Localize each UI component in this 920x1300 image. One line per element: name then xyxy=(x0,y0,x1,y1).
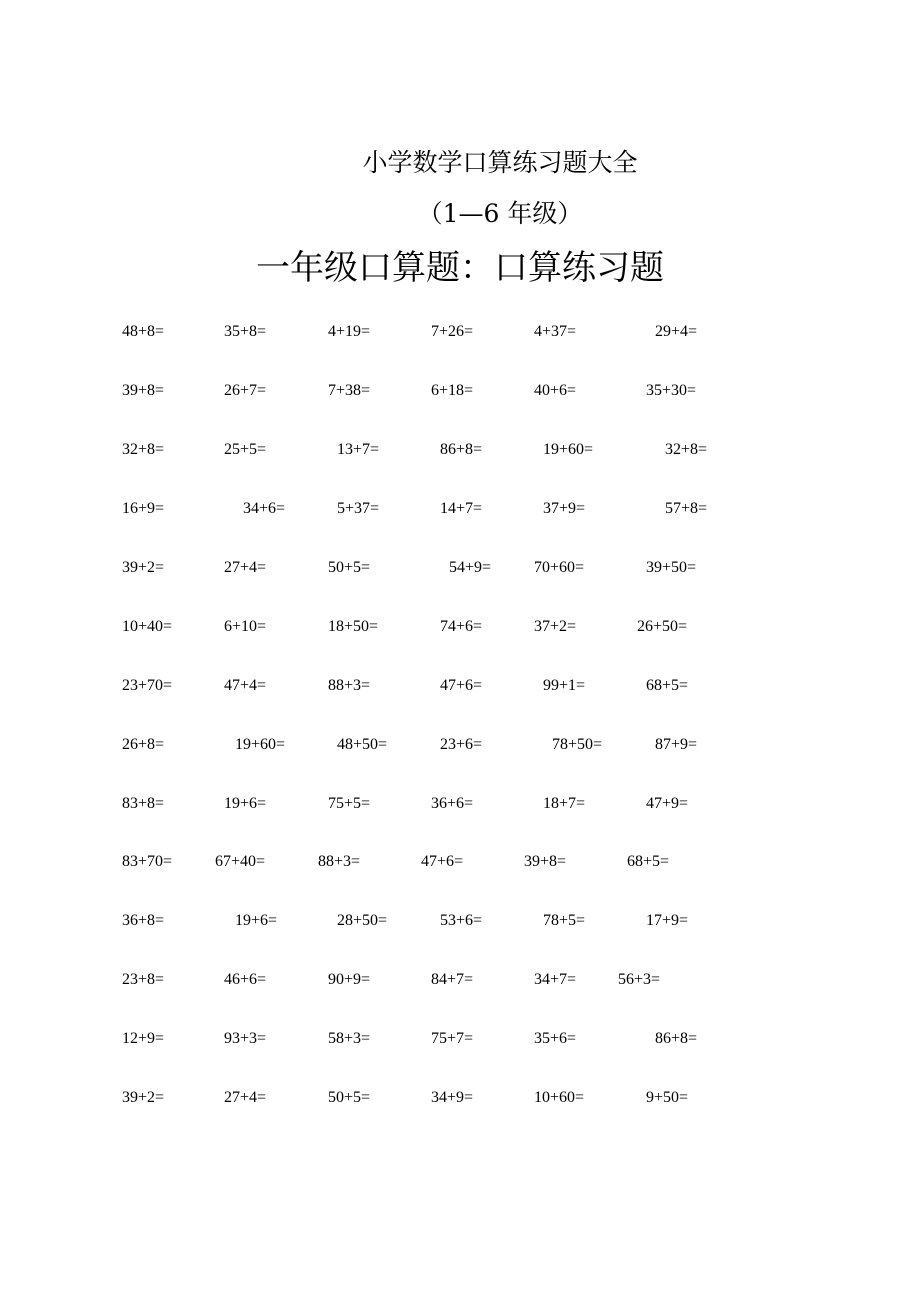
problem: 9+50= xyxy=(646,1089,689,1106)
problem: 70+60= xyxy=(534,559,585,576)
problem: 84+7= xyxy=(431,971,474,988)
problem: 4+19= xyxy=(328,323,371,340)
problem: 13+7= xyxy=(337,441,380,458)
problem: 74+6= xyxy=(440,618,483,635)
problem: 4+37= xyxy=(534,323,577,340)
problem: 26+50= xyxy=(637,618,688,635)
problem: 83+8= xyxy=(122,795,165,812)
problem: 17+9= xyxy=(646,912,689,929)
problem: 50+5= xyxy=(328,1089,371,1106)
problem: 25+5= xyxy=(224,441,267,458)
problem: 19+6= xyxy=(224,795,267,812)
problem: 78+5= xyxy=(543,912,586,929)
problem: 12+9= xyxy=(122,1030,165,1047)
problem: 23+8= xyxy=(122,971,165,988)
problem: 46+6= xyxy=(224,971,267,988)
problem: 37+9= xyxy=(543,500,586,517)
problem: 16+9= xyxy=(122,500,165,517)
problem: 5+37= xyxy=(337,500,380,517)
problem: 27+4= xyxy=(224,1089,267,1106)
problem: 27+4= xyxy=(224,559,267,576)
problem: 36+8= xyxy=(122,912,165,929)
problem: 18+50= xyxy=(328,618,379,635)
problem: 7+38= xyxy=(328,382,371,399)
problem: 32+8= xyxy=(665,441,708,458)
problem: 57+8= xyxy=(665,500,708,517)
problem: 54+9= xyxy=(449,559,492,576)
problem: 75+7= xyxy=(431,1030,474,1047)
problem: 6+10= xyxy=(224,618,267,635)
problem: 19+60= xyxy=(543,441,594,458)
problem: 87+9= xyxy=(655,736,698,753)
problem: 18+7= xyxy=(543,795,586,812)
problem: 10+40= xyxy=(122,618,173,635)
problem: 90+9= xyxy=(328,971,371,988)
problem: 23+6= xyxy=(440,736,483,753)
problem: 39+50= xyxy=(646,559,697,576)
problem: 99+1= xyxy=(543,677,586,694)
problem: 48+50= xyxy=(337,736,388,753)
problem: 47+9= xyxy=(646,795,689,812)
problem: 34+7= xyxy=(534,971,577,988)
problem: 86+8= xyxy=(440,441,483,458)
problem: 56+3= xyxy=(618,971,661,988)
problem: 7+26= xyxy=(431,323,474,340)
problem: 75+5= xyxy=(328,795,371,812)
problem: 47+6= xyxy=(440,677,483,694)
problem: 67+40= xyxy=(215,853,266,870)
problem: 19+60= xyxy=(235,736,286,753)
problem: 32+8= xyxy=(122,441,165,458)
problem: 29+4= xyxy=(655,323,698,340)
problem: 35+8= xyxy=(224,323,267,340)
problem: 26+8= xyxy=(122,736,165,753)
problem: 58+3= xyxy=(328,1030,371,1047)
problem: 39+8= xyxy=(524,853,567,870)
problem: 6+18= xyxy=(431,382,474,399)
problem: 35+30= xyxy=(646,382,697,399)
problem: 39+2= xyxy=(122,1089,165,1106)
problem: 68+5= xyxy=(627,853,670,870)
document-title: 小学数学口算练习题大全 xyxy=(362,148,638,177)
problem: 78+50= xyxy=(552,736,603,753)
problem: 88+3= xyxy=(318,853,361,870)
problem: 39+2= xyxy=(122,559,165,576)
problem: 93+3= xyxy=(224,1030,267,1047)
problem: 26+7= xyxy=(224,382,267,399)
section-title: 一年级口算题：口算练习题 xyxy=(256,248,664,288)
problem: 53+6= xyxy=(440,912,483,929)
problem: 40+6= xyxy=(534,382,577,399)
problem: 14+7= xyxy=(440,500,483,517)
problem: 23+70= xyxy=(122,677,173,694)
problem: 34+6= xyxy=(243,500,286,517)
problem: 83+70= xyxy=(122,853,173,870)
problem: 47+6= xyxy=(421,853,464,870)
problem: 28+50= xyxy=(337,912,388,929)
problem: 50+5= xyxy=(328,559,371,576)
grade-range: （1—6 年级） xyxy=(417,199,583,228)
problem: 47+4= xyxy=(224,677,267,694)
problem: 48+8= xyxy=(122,323,165,340)
problem: 10+60= xyxy=(534,1089,585,1106)
problem: 19+6= xyxy=(235,912,278,929)
problem: 36+6= xyxy=(431,795,474,812)
problem: 35+6= xyxy=(534,1030,577,1047)
problem: 37+2= xyxy=(534,618,577,635)
problem: 88+3= xyxy=(328,677,371,694)
problem: 68+5= xyxy=(646,677,689,694)
problem: 86+8= xyxy=(655,1030,698,1047)
problem: 39+8= xyxy=(122,382,165,399)
problem: 34+9= xyxy=(431,1089,474,1106)
